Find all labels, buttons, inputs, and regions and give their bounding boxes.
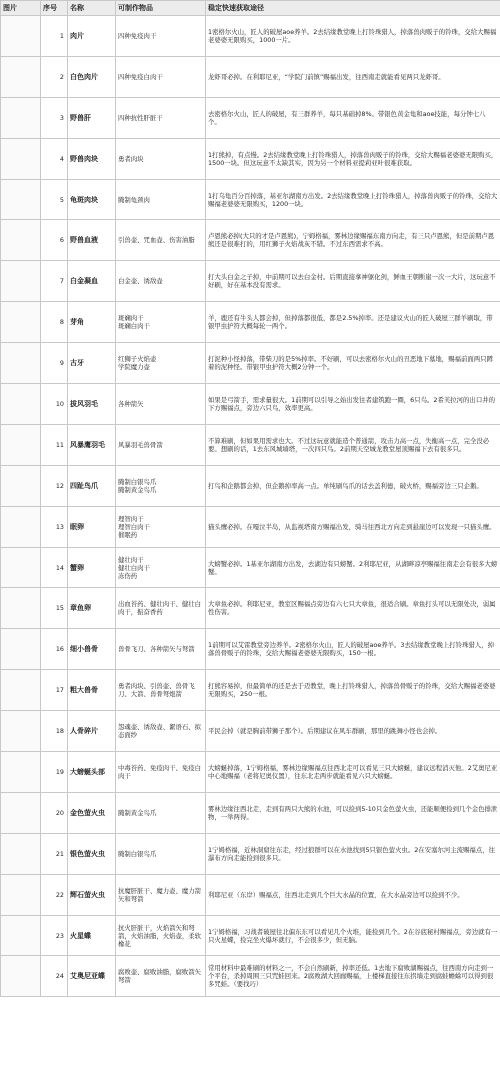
cell-craftable-items: 腐败壶、腐败油脂，腐败箭矢弩箭 <box>116 956 206 997</box>
cell-acquisition-route: 卢恩熊必掉(大只的才是卢恩熊)，宁姆格福，雾林边缘赐福东南方向走，有三只卢恩熊，但是前期卢恩熊还是很难打的，用红狮子火焰战灰不错。不过东西需求不高。 <box>206 220 500 261</box>
cell-index: 1 <box>41 16 68 57</box>
cell-image <box>1 465 41 506</box>
cell-craftable-items: 腌制龟颈肉 <box>116 179 206 220</box>
table-header-row <box>1 1 500 16</box>
table-body <box>1 16 500 997</box>
cell-image <box>1 138 41 179</box>
cell-name: 银色萤火虫 <box>68 833 116 874</box>
cell-image <box>1 56 41 97</box>
cell-index: 8 <box>41 302 68 343</box>
cell-craftable-items: 抗魔肝脏干、魔力壶、魔力箭矢和弩箭 <box>116 874 206 915</box>
cell-index: 11 <box>41 424 68 465</box>
cell-index: 15 <box>41 588 68 629</box>
cell-name: 粗大兽骨 <box>68 670 116 711</box>
cell-craftable-items: 四种免疫肉干 <box>116 16 206 57</box>
cell-acquisition-route: 1打熊掉，有点慢。2去结缘教堂晚上打铃珠猎人，掉落兽肉贩子的铃珠，交给大赐福老婆婆无限购买，1500一块。但这玩意不太缺其实，因为另一个材料亚提莉亚叶很难获取。 <box>206 138 500 179</box>
table-row <box>1 179 500 220</box>
table-row <box>1 56 500 97</box>
table-row <box>1 915 500 956</box>
cell-index: 19 <box>41 752 68 793</box>
cell-image <box>1 506 41 547</box>
cell-craftable-items: 白金壶、诱敌壶 <box>116 261 206 302</box>
cell-acquisition-route: 1密格尔火山，匠人的破屋aoe养羊。2去结缘教堂晚上打铃珠猎人，掉落兽肉贩子的铃珠，交给大赐福老婆婆无限购买，1000一片。 <box>206 16 500 57</box>
table-row <box>1 670 500 711</box>
cell-acquisition-route: 平民会掉（就是胸前带狮子那个）。后期建议在风车群刷，那里的跳舞小怪也会掉。 <box>206 711 500 752</box>
cell-image <box>1 547 41 588</box>
cell-craftable-items: 理智肉干 理智白肉干 催眠药 <box>116 506 206 547</box>
cell-name: 辉石萤火虫 <box>68 874 116 915</box>
cell-craftable-items: 出血苔药、健壮肉干、健壮白肉干，振奋香药 <box>116 588 206 629</box>
cell-acquisition-route: 打熊容易掉，但最简单的还是去于迈教堂，晚上打铃珠猎人，掉落兽骨贩子的铃珠，交给大赐福老婆婆无限购买，250一根。 <box>206 670 500 711</box>
cell-craftable-items: 健壮肉干 健壮白肉干 冻伤药 <box>116 547 206 588</box>
cell-index: 7 <box>41 261 68 302</box>
header-image: 图片 <box>1 1 41 16</box>
cell-craftable-items: 勇者肉块 <box>116 138 206 179</box>
table-row <box>1 465 500 506</box>
cell-name: 古牙 <box>68 343 116 384</box>
cell-index: 9 <box>41 343 68 384</box>
cell-acquisition-route: 打泥种小怪掉落，带柴刀的是5%掉率。不好刷，可以去密格尔火山的丑恶地下墓地，赐福前面两只蹲着的泥种怪。带银甲虫护符大概2分钟一个。 <box>206 343 500 384</box>
cell-craftable-items: 四种抗性肝脏干 <box>116 97 206 138</box>
cell-name: 白色肉片 <box>68 56 116 97</box>
cell-index: 5 <box>41 179 68 220</box>
table-row <box>1 138 500 179</box>
header-craftable-items: 可制作物品 <box>116 1 206 16</box>
cell-name: 蟹卵 <box>68 547 116 588</box>
cell-index: 14 <box>41 547 68 588</box>
cell-image <box>1 833 41 874</box>
cell-name: 野兽肉块 <box>68 138 116 179</box>
cell-image <box>1 302 41 343</box>
cell-craftable-items: 腌制白银鸟爪 <box>116 833 206 874</box>
cell-craftable-items: 中毒苔药、免疫肉干、免疫白肉干 <box>116 752 206 793</box>
table-row <box>1 956 500 997</box>
header-index: 序号 <box>41 1 68 16</box>
table-row <box>1 384 500 425</box>
cell-index: 24 <box>41 956 68 997</box>
cell-craftable-items: 腌制白银鸟爪 腌制黄金鸟爪 <box>116 465 206 506</box>
table-row <box>1 711 500 752</box>
cell-image <box>1 97 41 138</box>
cell-image <box>1 16 41 57</box>
cell-craftable-items: 抗火肝脏干，火焰箭矢和弩箭，火焰油脂，火焰壶，柔软橡花 <box>116 915 206 956</box>
cell-craftable-items: 斑斓肉干 斑斓白肉干 <box>116 302 206 343</box>
cell-name: 艾奥尼亚蝶 <box>68 956 116 997</box>
cell-index: 17 <box>41 670 68 711</box>
cell-image <box>1 424 41 465</box>
cell-name: 野兽肝 <box>68 97 116 138</box>
cell-name: 大螃蜒头部 <box>68 752 116 793</box>
cell-index: 21 <box>41 833 68 874</box>
cell-image <box>1 261 41 302</box>
table-row <box>1 506 500 547</box>
cell-index: 20 <box>41 792 68 833</box>
cell-image <box>1 956 41 997</box>
cell-name: 人骨碎片 <box>68 711 116 752</box>
cell-acquisition-route: 1宁姆格福，近林洞窟往东走，经过狼群可以在水池找到5只银色萤火虫。2在安塞尔河主流赐福点，往瀑布方向走能捡到很多只。 <box>206 833 500 874</box>
cell-acquisition-route: 大螃蜒掉落，1宁姆格福，雾林边缘赐福点往西北走可以看见三只大螃蜒，建议远程消灭他。2艾奥尼亚中心地赐福（老将尼奥仪置），往东北走两步就能看见六只大螃蜒。 <box>206 752 500 793</box>
cell-index: 4 <box>41 138 68 179</box>
cell-acquisition-route: 大章鱼必掉。利耶尼亚，教室区赐福点旁边有六七只大章鱼，很适合刷。章鱼打头可以无限处决，弱属性伤害。 <box>206 588 500 629</box>
table-row <box>1 302 500 343</box>
cell-image <box>1 711 41 752</box>
cell-image <box>1 588 41 629</box>
cell-index: 6 <box>41 220 68 261</box>
cell-index: 22 <box>41 874 68 915</box>
cell-index: 23 <box>41 915 68 956</box>
cell-image <box>1 752 41 793</box>
cell-image <box>1 179 41 220</box>
table-row <box>1 752 500 793</box>
cell-name: 四趾鸟爪 <box>68 465 116 506</box>
table-row <box>1 16 500 57</box>
cell-index: 12 <box>41 465 68 506</box>
cell-index: 2 <box>41 56 68 97</box>
header-acquisition-route: 稳定快速获取途径 <box>206 1 500 16</box>
cell-name: 章鱼卵 <box>68 588 116 629</box>
table-row <box>1 792 500 833</box>
cell-craftable-items: 腌制黄金鸟爪 <box>116 792 206 833</box>
table-row <box>1 261 500 302</box>
cell-craftable-items: 红狮子火焰壶 学院魔力壶 <box>116 343 206 384</box>
cell-craftable-items: 怨魂壶、诱敌壶、絮语石、拟态面纱 <box>116 711 206 752</box>
cell-acquisition-route: 如果是弓箭手，需求量很大。1前期可以引导之始出发往者建筑跑一圈，6只鸟。2希芙拉河的出口井的下方赐福点，旁边六只鸟，效率更高。 <box>206 384 500 425</box>
cell-acquisition-route: 雾林边缘往西北走，走到有两只大熊的水池，可以捡到5-10只金色萤火虫，还能顺便捡到几个金色排泄物，一举两得。 <box>206 792 500 833</box>
cell-image <box>1 384 41 425</box>
table-row <box>1 588 500 629</box>
cell-acquisition-route: 1前期可以艾雷教堂旁边养羊。2密格尔火山，匠人的破屋aoe养羊。3去结缘教堂晚上打铃珠猎人，掉落兽骨贩子的铃珠，交给大赐福老婆婆无限购买，150一根。 <box>206 629 500 670</box>
cell-name: 拔风羽毛 <box>68 384 116 425</box>
table-row <box>1 97 500 138</box>
cell-acquisition-route: 打大头白金之子掉，中前期可以去白金村。后期直接拿神躯化剑，鲜血王朝断崖一次一大片，这玩意不好刷，好在基本没有需求。 <box>206 261 500 302</box>
header-name: 名称 <box>68 1 116 16</box>
cell-acquisition-route: 羊，鹿还有牛头人都会掉，但掉落都很低，都是2.5%掉率。还是建议火山的匠人破屋三群羊刷取，带银甲虫护符大概每轮一两个。 <box>206 302 500 343</box>
cell-craftable-items: 各种箭矢 <box>116 384 206 425</box>
cell-name: 肉片 <box>68 16 116 57</box>
table-row <box>1 424 500 465</box>
cell-acquisition-route: 打鸟和企鹅都会掉，但企鹅掉率高一点。单纯刷鸟爪的话去盖利德，破火桥，赐福旁边三只企鹅。 <box>206 465 500 506</box>
table-row <box>1 220 500 261</box>
cell-image <box>1 792 41 833</box>
cell-image <box>1 874 41 915</box>
cell-name: 龟斑肉块 <box>68 179 116 220</box>
cell-acquisition-route: 龙虾哥必掉。在利耶尼亚，“学院门前镇”赐福出发，往西南走就能看见两只龙虾哥。 <box>206 56 500 97</box>
cell-index: 10 <box>41 384 68 425</box>
cell-image <box>1 343 41 384</box>
cell-index: 16 <box>41 629 68 670</box>
cell-craftable-items: 兽骨飞刀、各种箭矢与弩箭 <box>116 629 206 670</box>
cell-name: 细小兽骨 <box>68 629 116 670</box>
cell-acquisition-route: 常用材料中最难刷的材料之一，不会自然刷新，掉率还低。1去地下腐败湖赐福点，往西南方向走到一个平台，杀掉周围三只咒蛙回来。2腐败湖大回廊赐福，上楼梯直接往东拐墙走到腐蛙蟾蜍可以得到很多咒蛙。（要找巧） <box>206 956 500 997</box>
cell-name: 火星蝶 <box>68 915 116 956</box>
cell-name: 白金凝血 <box>68 261 116 302</box>
table-row <box>1 547 500 588</box>
cell-craftable-items: 勇者肉块、引兽壶、兽骨飞刀、大箭、兽骨弩炮箭 <box>116 670 206 711</box>
cell-name: 眠卵 <box>68 506 116 547</box>
table-row <box>1 833 500 874</box>
cell-image <box>1 220 41 261</box>
cell-index: 3 <box>41 97 68 138</box>
table-row <box>1 629 500 670</box>
table-row <box>1 343 500 384</box>
table-row <box>1 874 500 915</box>
cell-name: 芽角 <box>68 302 116 343</box>
cell-index: 18 <box>41 711 68 752</box>
cell-image <box>1 629 41 670</box>
cell-acquisition-route: 不算难刷，但如果用需求也大。不过这玩意就能造个普通箭，攻击力高一点，失衡高一点，完全没必要。想刷的话，1去东风城墙塔，一次四只鸟。2前期天空城龙教堂屋顶赐福下去有很多只。 <box>206 424 500 465</box>
cell-craftable-items: 四种免疫白肉干 <box>116 56 206 97</box>
cell-image <box>1 915 41 956</box>
cell-name: 金色萤火虫 <box>68 792 116 833</box>
cell-acquisition-route: 猫头鹰必掉。在嘎泣半岛，从监视塔南方赐福出发，骑马往西北方向走到悬崖边可以发现一只猫头鹰。 <box>206 506 500 547</box>
cell-index: 13 <box>41 506 68 547</box>
cell-image <box>1 670 41 711</box>
cell-acquisition-route: 去密格尔火山，匠人的破屋，有三群养羊，每只基础掉8%。带银色黄金龟和aoe技能，每分钟七八个。 <box>206 97 500 138</box>
cell-name: 野兽血液 <box>68 220 116 261</box>
cell-craftable-items: 风暴羽毛兽骨箭 <box>116 424 206 465</box>
cell-acquisition-route: 大螃蟹必掉。1基亚尔湖南方出发，去湖边有只螃蟹。2利耶尼亚，从湖畔凉亭赐福往南走会有很多大螃蟹。 <box>206 547 500 588</box>
cell-acquisition-route: 1宁姆格福，习战者破屋往北偏东东可以看见几个火堆，能捡到几个。2在谷底秘村赐福点，旁边就有一只火星蝶，捡完坐火爆坏就行，不会很多少，但无脑。 <box>206 915 500 956</box>
cell-craftable-items: 引兽壶、咒血壶、伤害油脂 <box>116 220 206 261</box>
cell-name: 风暴鹰羽毛 <box>68 424 116 465</box>
cell-acquisition-route: 1打乌龟百分百掉落，基亚尔湖南方出发。2去结缘教堂晚上打铃珠猎人，掉落兽肉贩子的铃珠，交给大赐福老婆婆无限购买，1200一块。 <box>206 179 500 220</box>
cell-acquisition-route: 利耶尼亚（东岸）赐福点，往西北走到几个巨大水晶的位置，在大水晶旁边可以捡到不少。 <box>206 874 500 915</box>
